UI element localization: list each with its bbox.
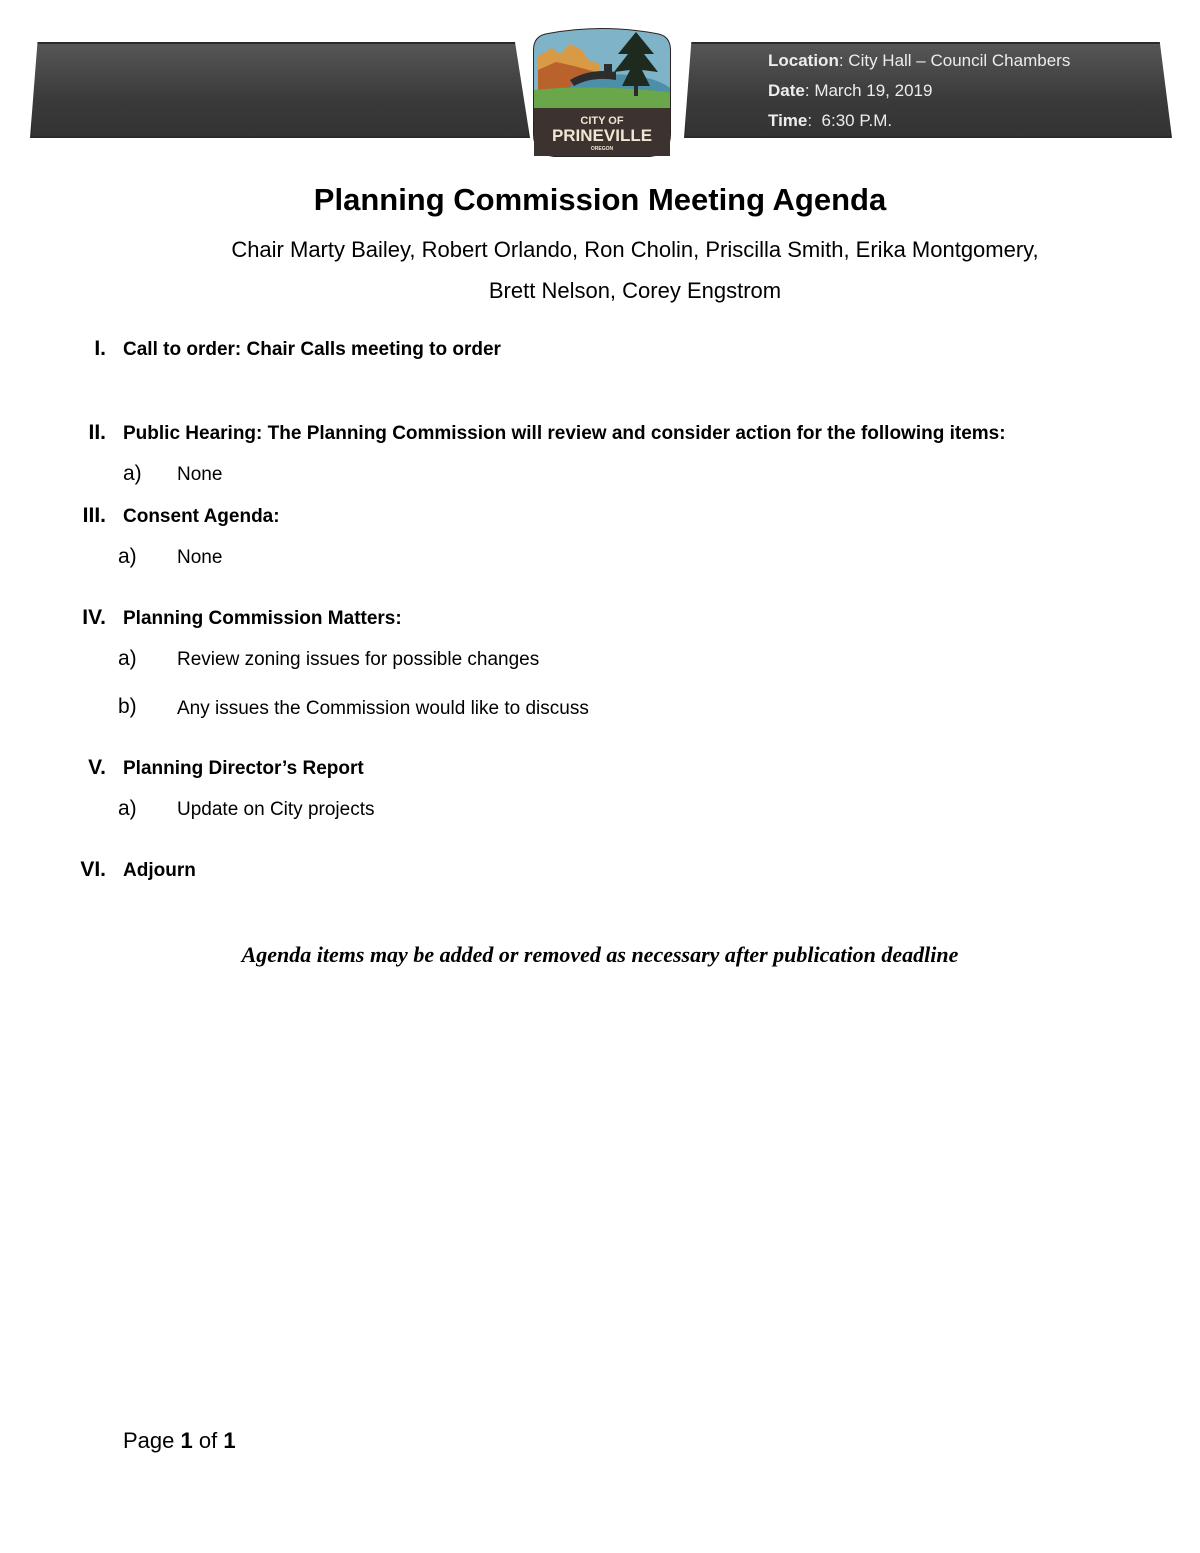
date-label: Date <box>768 81 805 100</box>
logo-city-of: CITY OF <box>580 115 624 127</box>
section-5-item-a-letter: a) <box>118 797 137 820</box>
section-2-item-a-letter: a) <box>123 462 142 485</box>
time-line: Time: 6:30 P.M. <box>768 111 893 130</box>
page-number <box>123 1428 236 1454</box>
section-4-number: IV. <box>82 606 106 629</box>
agenda-note: Agenda items may be added or removed as necessary after publication deadline <box>241 942 959 967</box>
section-2-number: II. <box>88 421 106 444</box>
city-logo <box>530 26 674 160</box>
date-value: March 19, 2019 <box>814 81 933 100</box>
logo-oregon: OREGON <box>590 146 614 152</box>
of-label: of <box>198 1428 218 1453</box>
members-line-2: Brett Nelson, Corey Engstrom <box>488 278 782 303</box>
section-2-title: Public Hearing: The Planning Commission will review and consider action for the following items: <box>123 423 1006 444</box>
page-current: 1 <box>180 1428 193 1453</box>
section-4-item-b-text: Any issues the Commission would like to discuss <box>177 698 589 719</box>
section-5-number: V. <box>88 756 106 779</box>
header-banner-left <box>30 42 530 138</box>
section-5-title: Planning Director’s Report <box>123 758 364 779</box>
location-value: City Hall – Council Chambers <box>848 51 1071 70</box>
time-label: Time <box>768 111 808 130</box>
meeting-info <box>768 46 1070 136</box>
section-3-item-a-text: None <box>177 547 223 568</box>
section-2-item-a-text: None <box>177 464 223 485</box>
section-4-item-a-letter: a) <box>118 647 137 670</box>
section-5-item-a-text: Update on City projects <box>177 799 375 820</box>
page-label: Page <box>123 1428 175 1453</box>
section-6-title: Adjourn <box>123 860 196 881</box>
page-total: 1 <box>223 1428 236 1453</box>
section-4-title: Planning Commission Matters: <box>123 608 402 629</box>
logo-prineville: PRINEVILLE <box>551 126 653 145</box>
section-1-number: I. <box>94 337 106 360</box>
section-3-item-a-letter: a) <box>118 545 137 568</box>
section-4-item-a-text: Review zoning issues for possible changes <box>177 649 540 670</box>
commission-members <box>0 229 1200 311</box>
location-label: Location <box>768 51 839 70</box>
section-4-item-b-letter: b) <box>118 695 137 718</box>
date-line: Date: March 19, 2019 <box>768 81 933 100</box>
members-line-1: Chair Marty Bailey, Robert Orlando, Ron Cholin, Priscilla Smith, Erika Montgomery, <box>231 237 1039 262</box>
section-1-title: Call to order: Chair Calls meeting to order <box>123 339 501 360</box>
section-6-number: VI. <box>80 858 106 881</box>
page-title: Planning Commission Meeting Agenda <box>313 182 887 217</box>
section-3-title: Consent Agenda: <box>123 506 280 527</box>
section-3-number: III. <box>82 504 106 527</box>
time-value: 6:30 P.M. <box>821 111 893 130</box>
location-line: Location: City Hall – Council Chambers <box>768 51 1071 70</box>
